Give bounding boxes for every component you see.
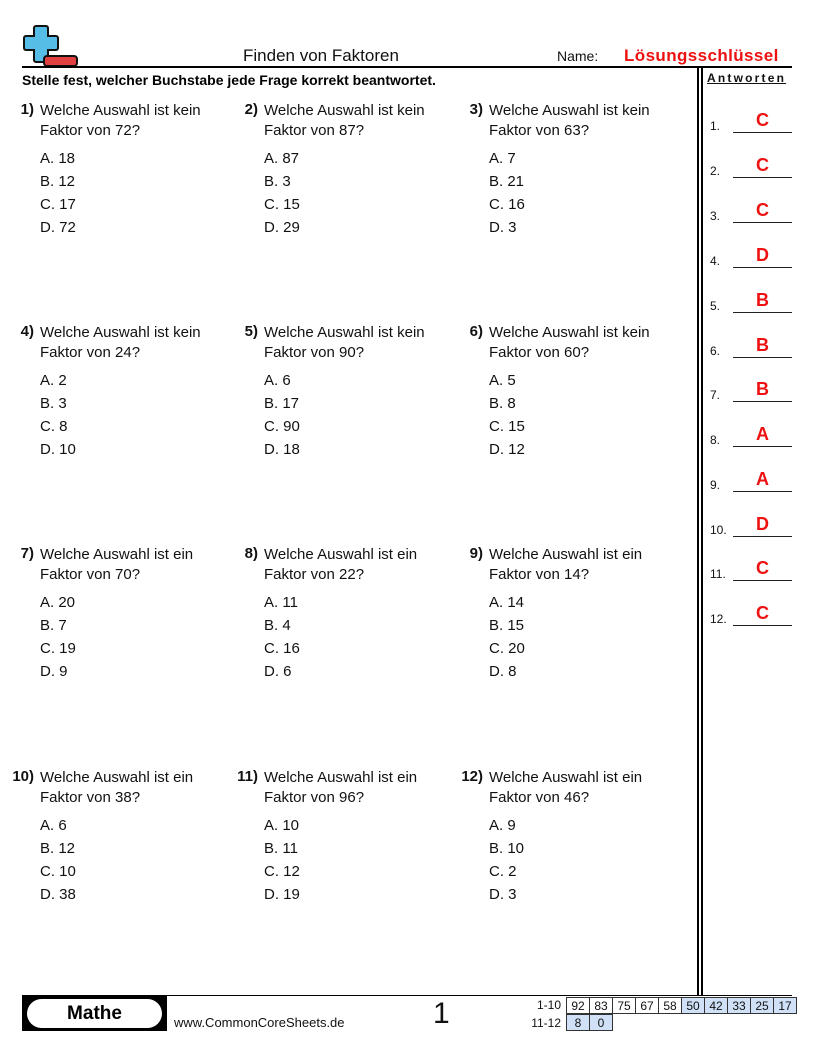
- score-cell: 17: [774, 998, 797, 1014]
- choice-a: A. 11: [264, 594, 298, 611]
- question-text: Welche Auswahl ist ein Faktor von 14?: [489, 546, 643, 583]
- choices-list: [40, 814, 76, 906]
- column-divider: [701, 68, 703, 995]
- choice-d: D. 8: [489, 663, 517, 680]
- choices-list: [264, 591, 300, 683]
- answer-row-9: [708, 462, 796, 492]
- choices-list: [489, 147, 525, 239]
- choice-d: D. 72: [40, 219, 76, 236]
- choices-list: [264, 147, 300, 239]
- answer-letter: C: [756, 200, 769, 220]
- choice-c: C. 15: [489, 418, 525, 435]
- score-cell: 67: [636, 998, 659, 1014]
- choice-a: A. 5: [489, 372, 516, 389]
- choice-b: B. 21: [489, 173, 525, 190]
- answer-letter: A: [756, 424, 769, 444]
- answer-number: 9.: [710, 478, 721, 492]
- answer-letter: D: [756, 245, 769, 265]
- choice-c: C. 90: [264, 418, 300, 435]
- score-cell: 58: [659, 998, 682, 1014]
- choice-a: A. 20: [40, 594, 76, 611]
- choice-d: D. 38: [40, 886, 76, 903]
- choice-d: D. 6: [264, 663, 292, 680]
- question-number: 2): [244, 101, 258, 118]
- answer-blank-line: [733, 580, 792, 581]
- answer-row-7: [708, 372, 796, 402]
- question-text: Welche Auswahl ist kein Faktor von 60?: [489, 324, 650, 361]
- answer-number: 3.: [710, 209, 721, 223]
- choices-list: [264, 814, 300, 906]
- answer-blank-line: [733, 625, 792, 626]
- answer-row-2: [708, 148, 796, 178]
- answer-row-12: [708, 596, 796, 626]
- answer-letter: C: [756, 155, 769, 175]
- choice-d: D. 18: [264, 441, 300, 458]
- plus-minus-logo-icon: [22, 24, 80, 68]
- choice-b: B. 15: [489, 617, 525, 634]
- answer-number: 11.: [710, 567, 726, 581]
- question-text: Welche Auswahl ist ein Faktor von 38?: [40, 769, 194, 806]
- choice-d: D. 12: [489, 441, 525, 458]
- answer-number: 8.: [710, 433, 721, 447]
- answer-letter: C: [756, 558, 769, 578]
- choices-list: [40, 369, 76, 461]
- question-text: Welche Auswahl ist ein Faktor von 22?: [264, 546, 418, 583]
- score-table-row-1: [566, 997, 797, 1014]
- choice-b: B. 10: [489, 840, 525, 857]
- choice-c: C. 20: [489, 640, 525, 657]
- answer-letter: A: [756, 469, 769, 489]
- score-cell: 0: [590, 1015, 613, 1031]
- choices-list: [489, 369, 525, 461]
- answer-row-1: [708, 103, 796, 133]
- choices-list: [489, 814, 524, 906]
- choice-a: A. 6: [40, 817, 67, 834]
- choices-list: [264, 369, 300, 461]
- answer-blank-line: [733, 491, 792, 492]
- answer-number: 10.: [710, 523, 727, 537]
- choice-a: A. 7: [489, 150, 516, 167]
- name-label: Name:: [557, 48, 599, 64]
- instructions: Stelle fest, welcher Buchstabe jede Frage korrekt beantwortet.: [22, 72, 436, 88]
- answer-letter: B: [756, 335, 769, 355]
- choice-d: D. 10: [40, 441, 76, 458]
- choice-b: B. 7: [40, 617, 67, 634]
- score-cell: 25: [751, 998, 774, 1014]
- answer-number: 4.: [710, 254, 721, 268]
- answer-row-6: [708, 328, 796, 358]
- answer-blank-line: [733, 446, 792, 447]
- question-number: 8): [244, 545, 258, 562]
- question-number: 9): [469, 545, 483, 562]
- answer-row-11: [708, 551, 796, 581]
- choice-b: B. 4: [264, 617, 291, 634]
- choice-d: D. 19: [264, 886, 300, 903]
- score-row-label: 11-12: [531, 1016, 561, 1030]
- choice-b: B. 3: [40, 395, 67, 412]
- question-text: Welche Auswahl ist kein Faktor von 63?: [489, 102, 650, 139]
- choice-d: D. 3: [489, 886, 517, 903]
- page-number: 1: [433, 997, 450, 1030]
- answer-blank-line: [733, 312, 792, 313]
- choice-c: C. 16: [264, 640, 300, 657]
- worksheet-title: Finden von Faktoren: [243, 46, 399, 65]
- choice-a: A. 10: [264, 817, 300, 834]
- score-cell: 83: [590, 998, 613, 1014]
- choice-b: B. 12: [40, 173, 76, 190]
- score-row-label: 1-10: [536, 998, 561, 1012]
- question-number: 12): [461, 768, 483, 785]
- choice-a: A. 6: [264, 372, 291, 389]
- answer-number: 5.: [710, 299, 721, 313]
- score-table-row-2: [566, 1014, 613, 1031]
- site-url: www.CommonCoreSheets.de: [174, 1015, 345, 1030]
- answer-letter: C: [756, 110, 769, 130]
- choices-list: [40, 591, 76, 683]
- choice-c: C. 15: [264, 196, 300, 213]
- choice-c: C. 10: [40, 863, 76, 880]
- choices-list: [489, 591, 525, 683]
- choice-a: A. 14: [489, 594, 525, 611]
- score-cell: 50: [682, 998, 705, 1014]
- choice-d: D. 29: [264, 219, 300, 236]
- choice-b: B. 11: [264, 840, 298, 857]
- choice-c: C. 19: [40, 640, 76, 657]
- brand-label: Mathe: [27, 999, 162, 1028]
- answers-heading: Antworten: [707, 71, 787, 85]
- answer-blank-line: [733, 267, 792, 268]
- question-text: Welche Auswahl ist ein Faktor von 96?: [264, 769, 418, 806]
- choice-b: B. 3: [264, 173, 291, 190]
- answer-letter: B: [756, 290, 769, 310]
- answer-row-5: [708, 283, 796, 313]
- question-text: Welche Auswahl ist kein Faktor von 87?: [264, 102, 425, 139]
- answer-number: 2.: [710, 164, 721, 178]
- choice-d: D. 3: [489, 219, 517, 236]
- answer-letter: D: [756, 514, 769, 534]
- score-cell: 8: [567, 1015, 590, 1031]
- choice-b: B. 8: [489, 395, 516, 412]
- choice-c: C. 12: [264, 863, 300, 880]
- answer-row-8: [708, 417, 796, 447]
- name-value: Lösungsschlüssel: [624, 46, 779, 65]
- answer-row-10: [708, 507, 796, 537]
- choices-list: [40, 147, 76, 239]
- score-cell: 92: [567, 998, 590, 1014]
- answer-letter: B: [756, 379, 769, 399]
- question-text: Welche Auswahl ist kein Faktor von 90?: [264, 324, 425, 361]
- score-cell: 75: [613, 998, 636, 1014]
- question-text: Welche Auswahl ist kein Faktor von 24?: [40, 324, 201, 361]
- choice-a: A. 2: [40, 372, 67, 389]
- question-number: 4): [20, 323, 34, 340]
- question-number: 7): [20, 545, 34, 562]
- question-number: 6): [469, 323, 483, 340]
- choice-c: C. 2: [489, 863, 517, 880]
- question-number: 1): [20, 101, 34, 118]
- choice-b: B. 12: [40, 840, 76, 857]
- choice-d: D. 9: [40, 663, 68, 680]
- answer-row-3: [708, 193, 796, 223]
- score-cell: 42: [705, 998, 728, 1014]
- score-cell: 33: [728, 998, 751, 1014]
- question-number: 3): [469, 101, 483, 118]
- answer-letter: C: [756, 603, 769, 623]
- column-divider: [697, 68, 699, 995]
- answer-blank-line: [733, 132, 792, 133]
- answer-blank-line: [733, 222, 792, 223]
- question-number: 10): [12, 768, 34, 785]
- answer-blank-line: [733, 536, 792, 537]
- answer-blank-line: [733, 177, 792, 178]
- choice-b: B. 17: [264, 395, 300, 412]
- answer-number: 12.: [710, 612, 727, 626]
- header-divider: [22, 66, 792, 68]
- choice-c: C. 16: [489, 196, 525, 213]
- question-text: Welche Auswahl ist ein Faktor von 70?: [40, 546, 194, 583]
- answer-blank-line: [733, 401, 792, 402]
- question-number: 5): [244, 323, 258, 340]
- question-text: Welche Auswahl ist kein Faktor von 72?: [40, 102, 201, 139]
- choice-a: A. 9: [489, 817, 516, 834]
- choice-c: C. 17: [40, 196, 76, 213]
- question-number: 11): [237, 768, 258, 785]
- choice-a: A. 18: [40, 150, 76, 167]
- answer-blank-line: [733, 357, 792, 358]
- question-text: Welche Auswahl ist ein Faktor von 46?: [489, 769, 643, 806]
- answer-number: 7.: [710, 388, 721, 402]
- answer-number: 1.: [710, 119, 721, 133]
- choice-a: A. 87: [264, 150, 300, 167]
- answer-number: 6.: [710, 344, 721, 358]
- answer-row-4: [708, 238, 796, 268]
- choice-c: C. 8: [40, 418, 68, 435]
